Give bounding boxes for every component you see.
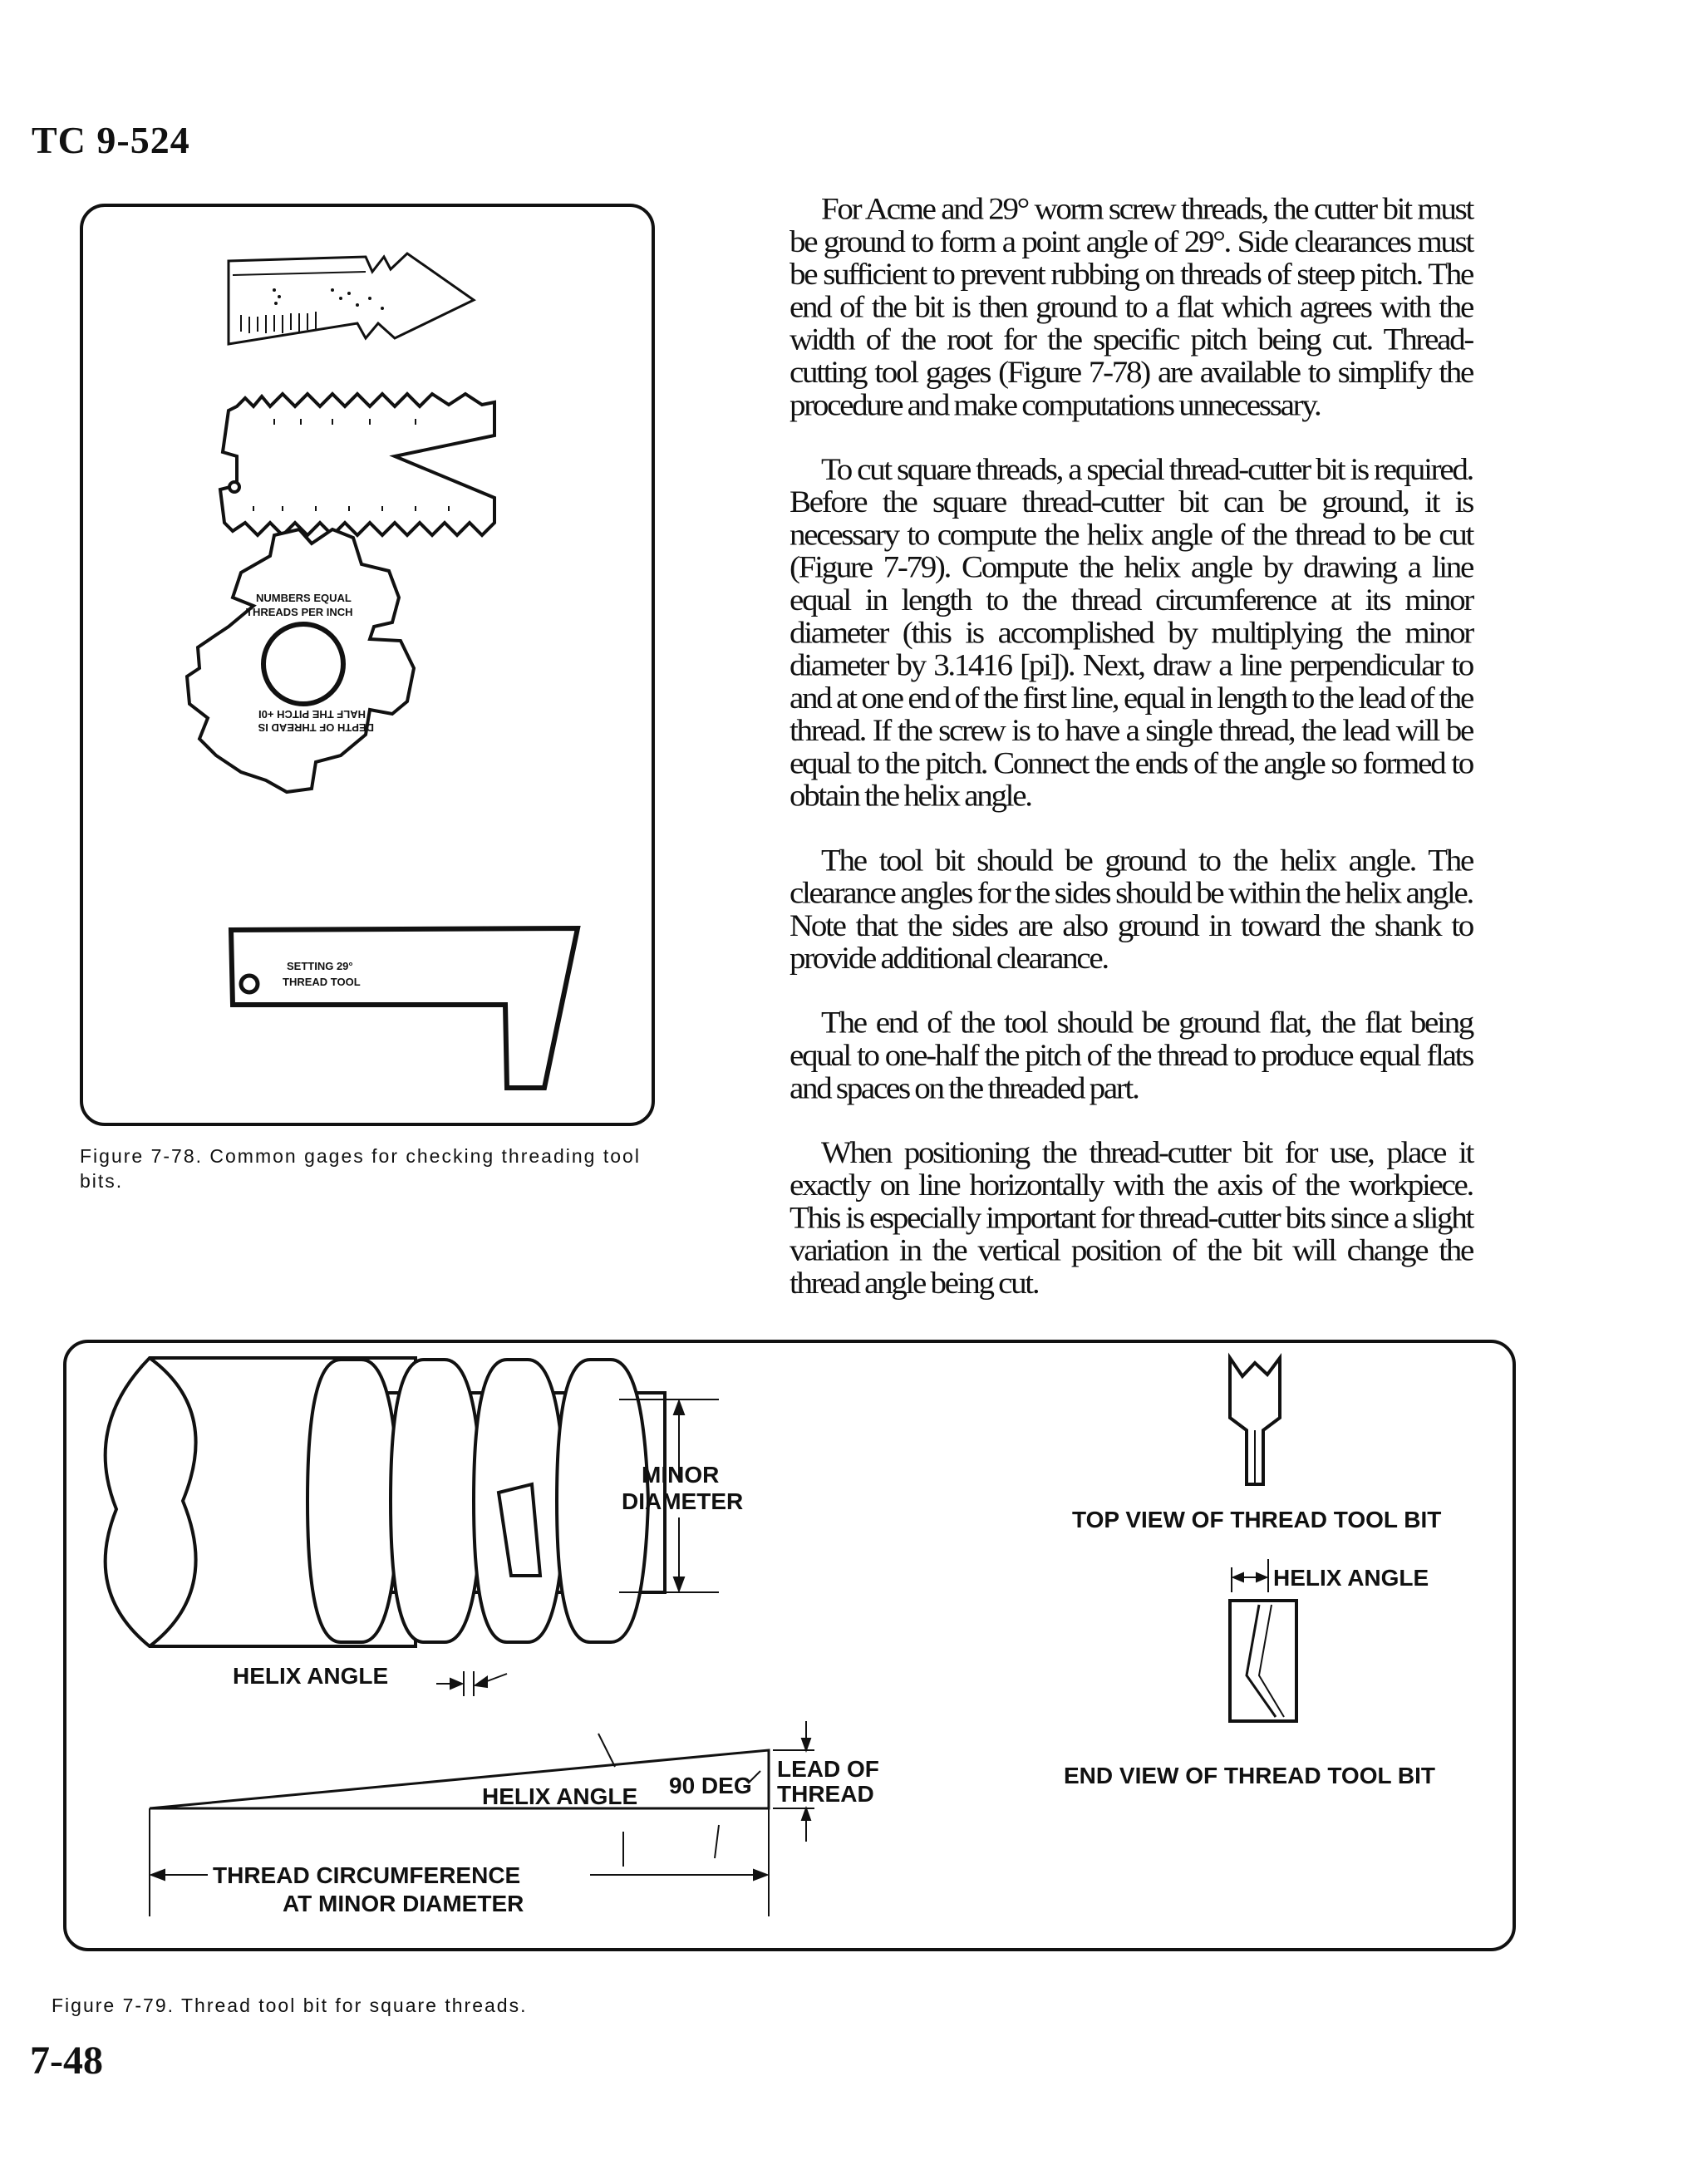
- top-view-label: TOP VIEW OF THREAD TOOL BIT: [1072, 1507, 1442, 1532]
- helix-angle-bit-dimension: [1232, 1559, 1268, 1592]
- figure-78-caption: Figure 7-78. Common gages for checking threading tool bits.: [80, 1145, 641, 1192]
- paragraph-1: For Acme and 29° worm screw threads, the cutter bit must be ground to form a point angle of 29°. Side clearances must be sufficient to prevent rubbing on threads of steep pitch. The end of the bit is then ground to a flat which agrees with the width of the root for the specific pitch being cut. Thread-cutting tool gages (Figure 7-78) are available to simplify the procedure and make computations unnecessary.: [790, 192, 1473, 422]
- gage-text-numbers: NUMBERS EQUAL: [256, 592, 352, 604]
- round-thread-gage-icon: [187, 529, 414, 792]
- gage-text-half-pitch: HALF THE PITCH +0I: [258, 708, 366, 721]
- square-thread-diagram: [66, 1343, 1513, 1948]
- helix-angle-bit-label: HELIX ANGLE: [1273, 1565, 1429, 1591]
- page-number: 7-48: [30, 2039, 103, 2083]
- center-gage-icon: [229, 253, 474, 344]
- paragraph-2: To cut square threads, a special thread-cutter bit is required. Before the square thread-cutter bit can be ground, it is necessary to compute the helix angle of the thread to be cut (Figure 7-79). Compute the helix angle by drawing a line equal in length to the thread circumference at its minor diameter (this is accomplished by multiplying the minor diameter by 3.1416 [pi]). Next, draw a line perpendicular to and at one end of the first line, equal in length to the lead of the thread. If the screw is to have a single thread, the lead will be equal to the pitch. Connect the ends of the angle so formed to obtain the helix angle.: [790, 452, 1473, 814]
- minor-diameter-label-2: DIAMETER: [622, 1488, 744, 1514]
- helix-angle-shaft-arrows: [436, 1671, 507, 1696]
- paragraph-3: The tool bit should be ground to the helix angle. The clearance angles for the sides should be within the helix angle. Note that the sides are also ground in toward the shank to provide additional clearance.: [790, 843, 1473, 976]
- circumference-label-1: THREAD CIRCUMFERENCE: [213, 1862, 521, 1888]
- gage-text-thread-tool: THREAD TOOL: [283, 976, 361, 988]
- body-text-column: [790, 193, 1473, 1331]
- gage-text-threads: THREADS PER INCH: [246, 606, 353, 618]
- figure-79-caption: Figure 7-79. Thread tool bit for square threads.: [52, 1995, 528, 2016]
- figure-78-frame: [80, 204, 655, 1126]
- tool-bit-top-view: [1230, 1358, 1280, 1484]
- figure-79-frame: [63, 1340, 1516, 1951]
- end-view-label: END VIEW OF THREAD TOOL BIT: [1064, 1763, 1435, 1788]
- gage-text-depth: DEPTH OF THREAD IS: [258, 721, 374, 734]
- paragraph-5: When positioning the thread-cutter bit for use, place it exactly on line horizontally with the axis of the workpiece. This is especially important for thread-cutter bits since a slight variation in the vertical position of the bit will change the thread angle being cut.: [790, 1135, 1473, 1301]
- thread-gages-illustration: [83, 207, 652, 1123]
- paragraph-4: The end of the tool should be ground flat, the flat being equal to one-half the pitch of the thread to produce equal flats and spaces on the threaded part.: [790, 1006, 1473, 1105]
- lead-label-1: LEAD OF: [777, 1756, 879, 1782]
- helix-angle-shaft-label: HELIX ANGLE: [233, 1663, 389, 1689]
- tool-bit-end-view: [1230, 1601, 1296, 1721]
- gage-text-setting: SETTING 29°: [287, 960, 353, 972]
- helix-triangle: [150, 1734, 769, 1916]
- circumference-label-2: AT MINOR DIAMETER: [283, 1891, 524, 1916]
- lead-label-2: THREAD: [777, 1781, 874, 1807]
- ninety-deg-label: 90 DEG: [669, 1773, 752, 1798]
- helix-angle-triangle-label: HELIX ANGLE: [482, 1783, 638, 1809]
- minor-diameter-label-1: MINOR: [642, 1462, 720, 1488]
- setting-gage-icon: [231, 928, 578, 1088]
- threaded-shaft-illustration: [106, 1358, 665, 1646]
- document-id: TC 9-524: [32, 119, 190, 161]
- pitch-gage-icon: [220, 394, 494, 535]
